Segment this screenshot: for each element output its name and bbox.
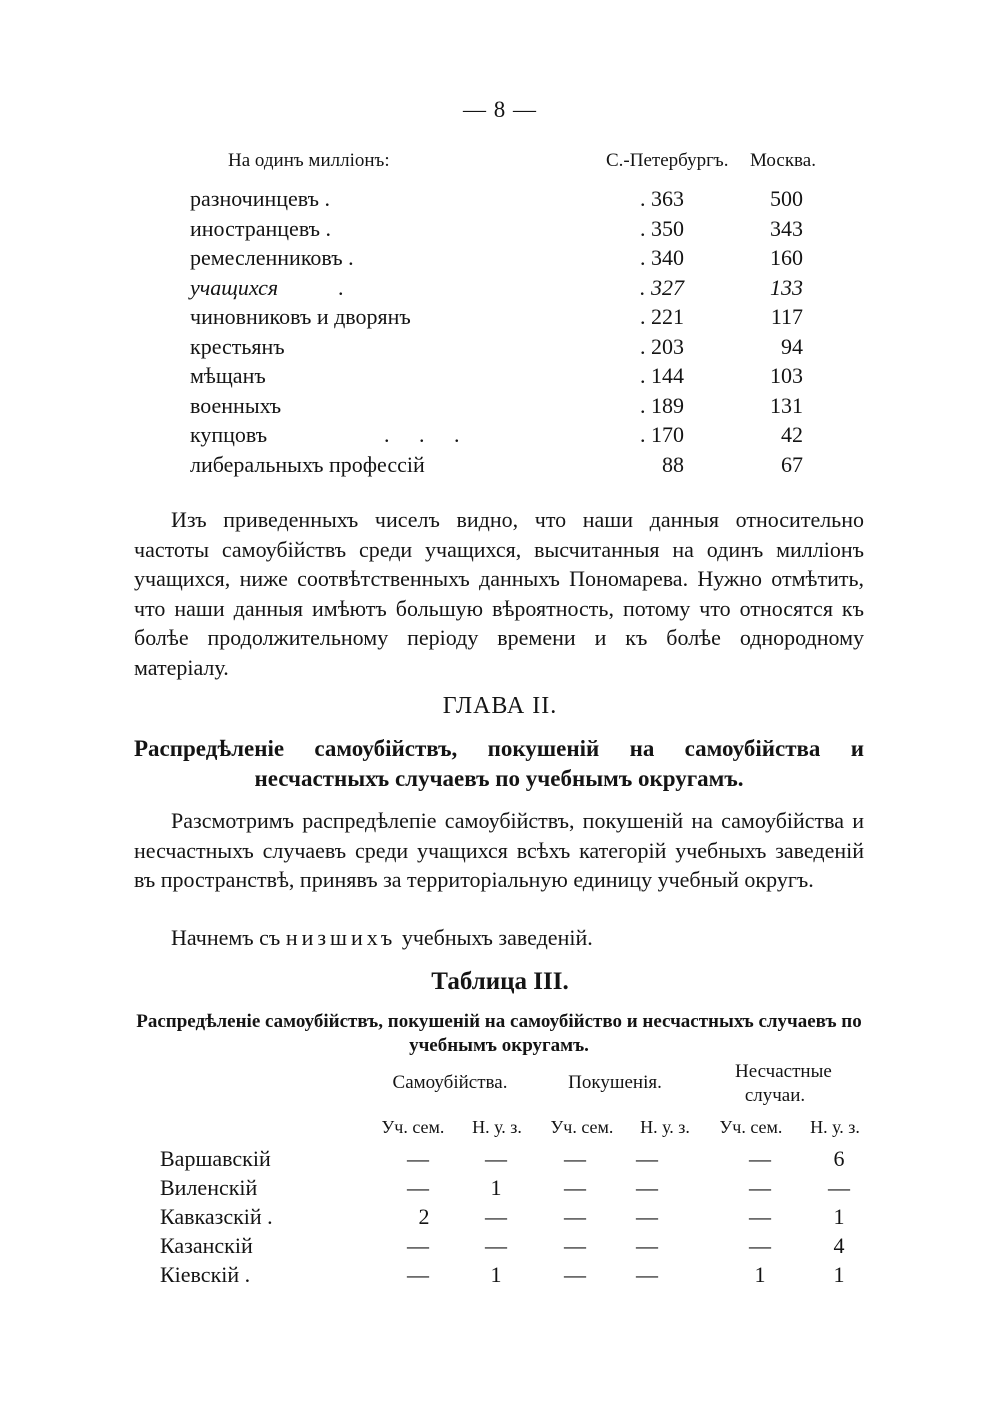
table3-cell: 2 [418,1204,430,1229]
table1-moscow-value: 94 [781,333,803,359]
table3-cell: — [828,1175,850,1200]
table1-spb-value: . 363 [640,186,684,211]
table1-head-moscow: Москва. [750,150,816,171]
table3-row [0,1262,1000,1291]
table1-head-spb: С.-Петербургъ. [606,150,729,171]
table1-row [0,186,1000,216]
table1-category: учащихся [190,274,279,300]
table3-cell: — [485,1233,507,1258]
table3-cell: 1 [833,1262,845,1287]
table3-district: Кавказскій . [160,1204,273,1229]
table3-district: Кіевскій . [160,1262,251,1287]
paragraph-conclusion: Изъ приведенныхъ чиселъ видно, что наши данныя относительно частоты самоубійствъ среди учащихся, высчитанныя на одинъ милліонъ учащихся, ниже соотвѣтственныхъ данныхъ Пономарева. Нужно отмѣтить, что наши данныя имѣютъ большую вѣроятность, потому что относятся къ болѣе продолжительному періоду времени и къ болѣе однородному матеріалу. [134,507,864,680]
table1-dots: . . . [384,422,472,447]
table1-row [0,245,1000,275]
table1-row [0,393,1000,423]
table1-spb-value: . 350 [640,215,684,241]
table1-spb-value: . 170 [640,422,684,447]
table1-row [0,216,1000,246]
table1-spb-value: . 327 [640,274,684,300]
paragraph-begin-emphasis: низшихъ [285,925,397,950]
table3-cell: — [564,1233,586,1258]
table1-moscow-value: 103 [770,363,803,388]
table1-row [0,363,1000,393]
table3-cell: 1 [754,1262,766,1287]
page-number: — 8 — [463,97,537,122]
table3-cell: — [749,1204,771,1229]
paragraph-begin [134,923,864,953]
table3-cell: — [636,1233,658,1258]
table1-spb-value: . 221 [640,304,684,329]
table3-cell: — [485,1204,507,1229]
table3-subhead: Уч. сем. [381,1117,445,1137]
table1-category: иностранцевъ . [190,215,332,241]
table3-cell: — [485,1146,507,1171]
table3-cell: — [407,1262,429,1287]
table1-moscow-value: 67 [781,451,803,477]
table3-row [0,1175,1000,1204]
table3-subhead: Н. у. з. [472,1117,522,1137]
table3-subhead: Уч. сем. [719,1117,783,1137]
paragraph-consider: Разсмотримъ распредѣлепіе самоубійствъ, покушеній на самоубійства и несчастныхъ случаевъ среди учащихся всѣхъ категорій учебныхъ заведеній въ пространствѣ, принявъ за территоріальную единицу учебный округъ. [134,808,864,893]
table3-cell: — [636,1175,658,1200]
table3-cell: — [564,1175,586,1200]
table3-cell: — [564,1204,586,1229]
table1-row [0,304,1000,334]
table1-moscow-value: 131 [770,392,803,418]
table3-subhead: Н. у. з. [640,1117,690,1137]
table3-row [0,1233,1000,1262]
table3-cell: — [749,1146,771,1171]
table1-category: мѣщанъ [190,363,266,388]
table1-category: военныхъ [190,392,282,418]
table3-cell: — [636,1262,658,1287]
table1-row [0,275,1000,305]
table1-moscow-value: 133 [770,274,803,300]
table1-category: либеральныхъ профессій [190,451,425,477]
table3-district: Виленскій [160,1175,258,1200]
table3-caption: Распредѣленіе самоубійствъ, покушеній на самоубійство и несчастныхъ случаевъ по учебнымъ округамъ. [136,1011,862,1056]
table3-cell: — [636,1146,658,1171]
table3-group-attempts: Покушенія. [568,1072,662,1093]
table1-spb-value: . 203 [640,333,684,359]
table3-cell: 1 [833,1204,845,1229]
table1-row [0,334,1000,364]
table3-cell: — [407,1175,429,1200]
table3-cell: — [564,1146,586,1171]
table3-district: Казанскій [160,1233,253,1258]
table1-row [0,422,1000,452]
table1-spb-value: . 144 [640,363,684,388]
table3-cell: 4 [833,1233,845,1258]
table1-category: купцовъ [190,422,268,447]
table1-category: крестьянъ [190,333,285,359]
table3-cell: 6 [833,1146,845,1171]
table1-moscow-value: 42 [781,422,803,447]
table3-row [0,1204,1000,1233]
table3-subhead: Н. у. з. [810,1117,860,1137]
table3-cell: — [749,1175,771,1200]
table3-group-accidents: Несчастные случаи. [735,1061,832,1106]
table1-spb-value: . 189 [640,392,684,418]
table1-spb-value: 88 [662,451,684,477]
table3-cell: 1 [490,1175,502,1200]
table1-moscow-value: 500 [770,186,803,211]
table1-category: разночинцевъ . [190,186,331,211]
table1-dots: . [338,274,356,300]
table1-row [0,452,1000,482]
paragraph-begin-end: учебныхъ заведеній. [401,925,593,950]
table3-cell: — [564,1262,586,1287]
table3-cell: — [407,1146,429,1171]
table1-moscow-value: 117 [770,304,803,329]
table1-spb-value: . 340 [640,245,684,270]
paragraph-begin-start: Начнемъ съ [171,925,281,950]
table3-row [0,1146,1000,1175]
table3-cell: — [407,1233,429,1258]
table1-category: чиновниковъ и дворянъ [190,304,411,329]
table1-moscow-value: 343 [770,215,803,241]
table3-district: Варшавскій [160,1146,271,1171]
table3-title: Таблица III. [431,968,569,995]
table1-moscow-value: 160 [770,245,803,270]
table3-cell: — [636,1204,658,1229]
table1-category: ремесленниковъ . [190,245,354,270]
table3-cell: 1 [490,1262,502,1287]
table3-subhead: Уч. сем. [550,1117,614,1137]
chapter-heading: ГЛАВА II. [442,693,558,719]
chapter-title: Распредѣленіе самоубійствъ, покушеній на самоубійства и несчастныхъ случаевъ по учебнымъ округамъ. [134,736,864,791]
table1-head-label: На одинъ милліонъ: [228,150,390,171]
table3-group-suicides: Самоубійства. [392,1072,508,1093]
table3-cell: — [749,1233,771,1258]
